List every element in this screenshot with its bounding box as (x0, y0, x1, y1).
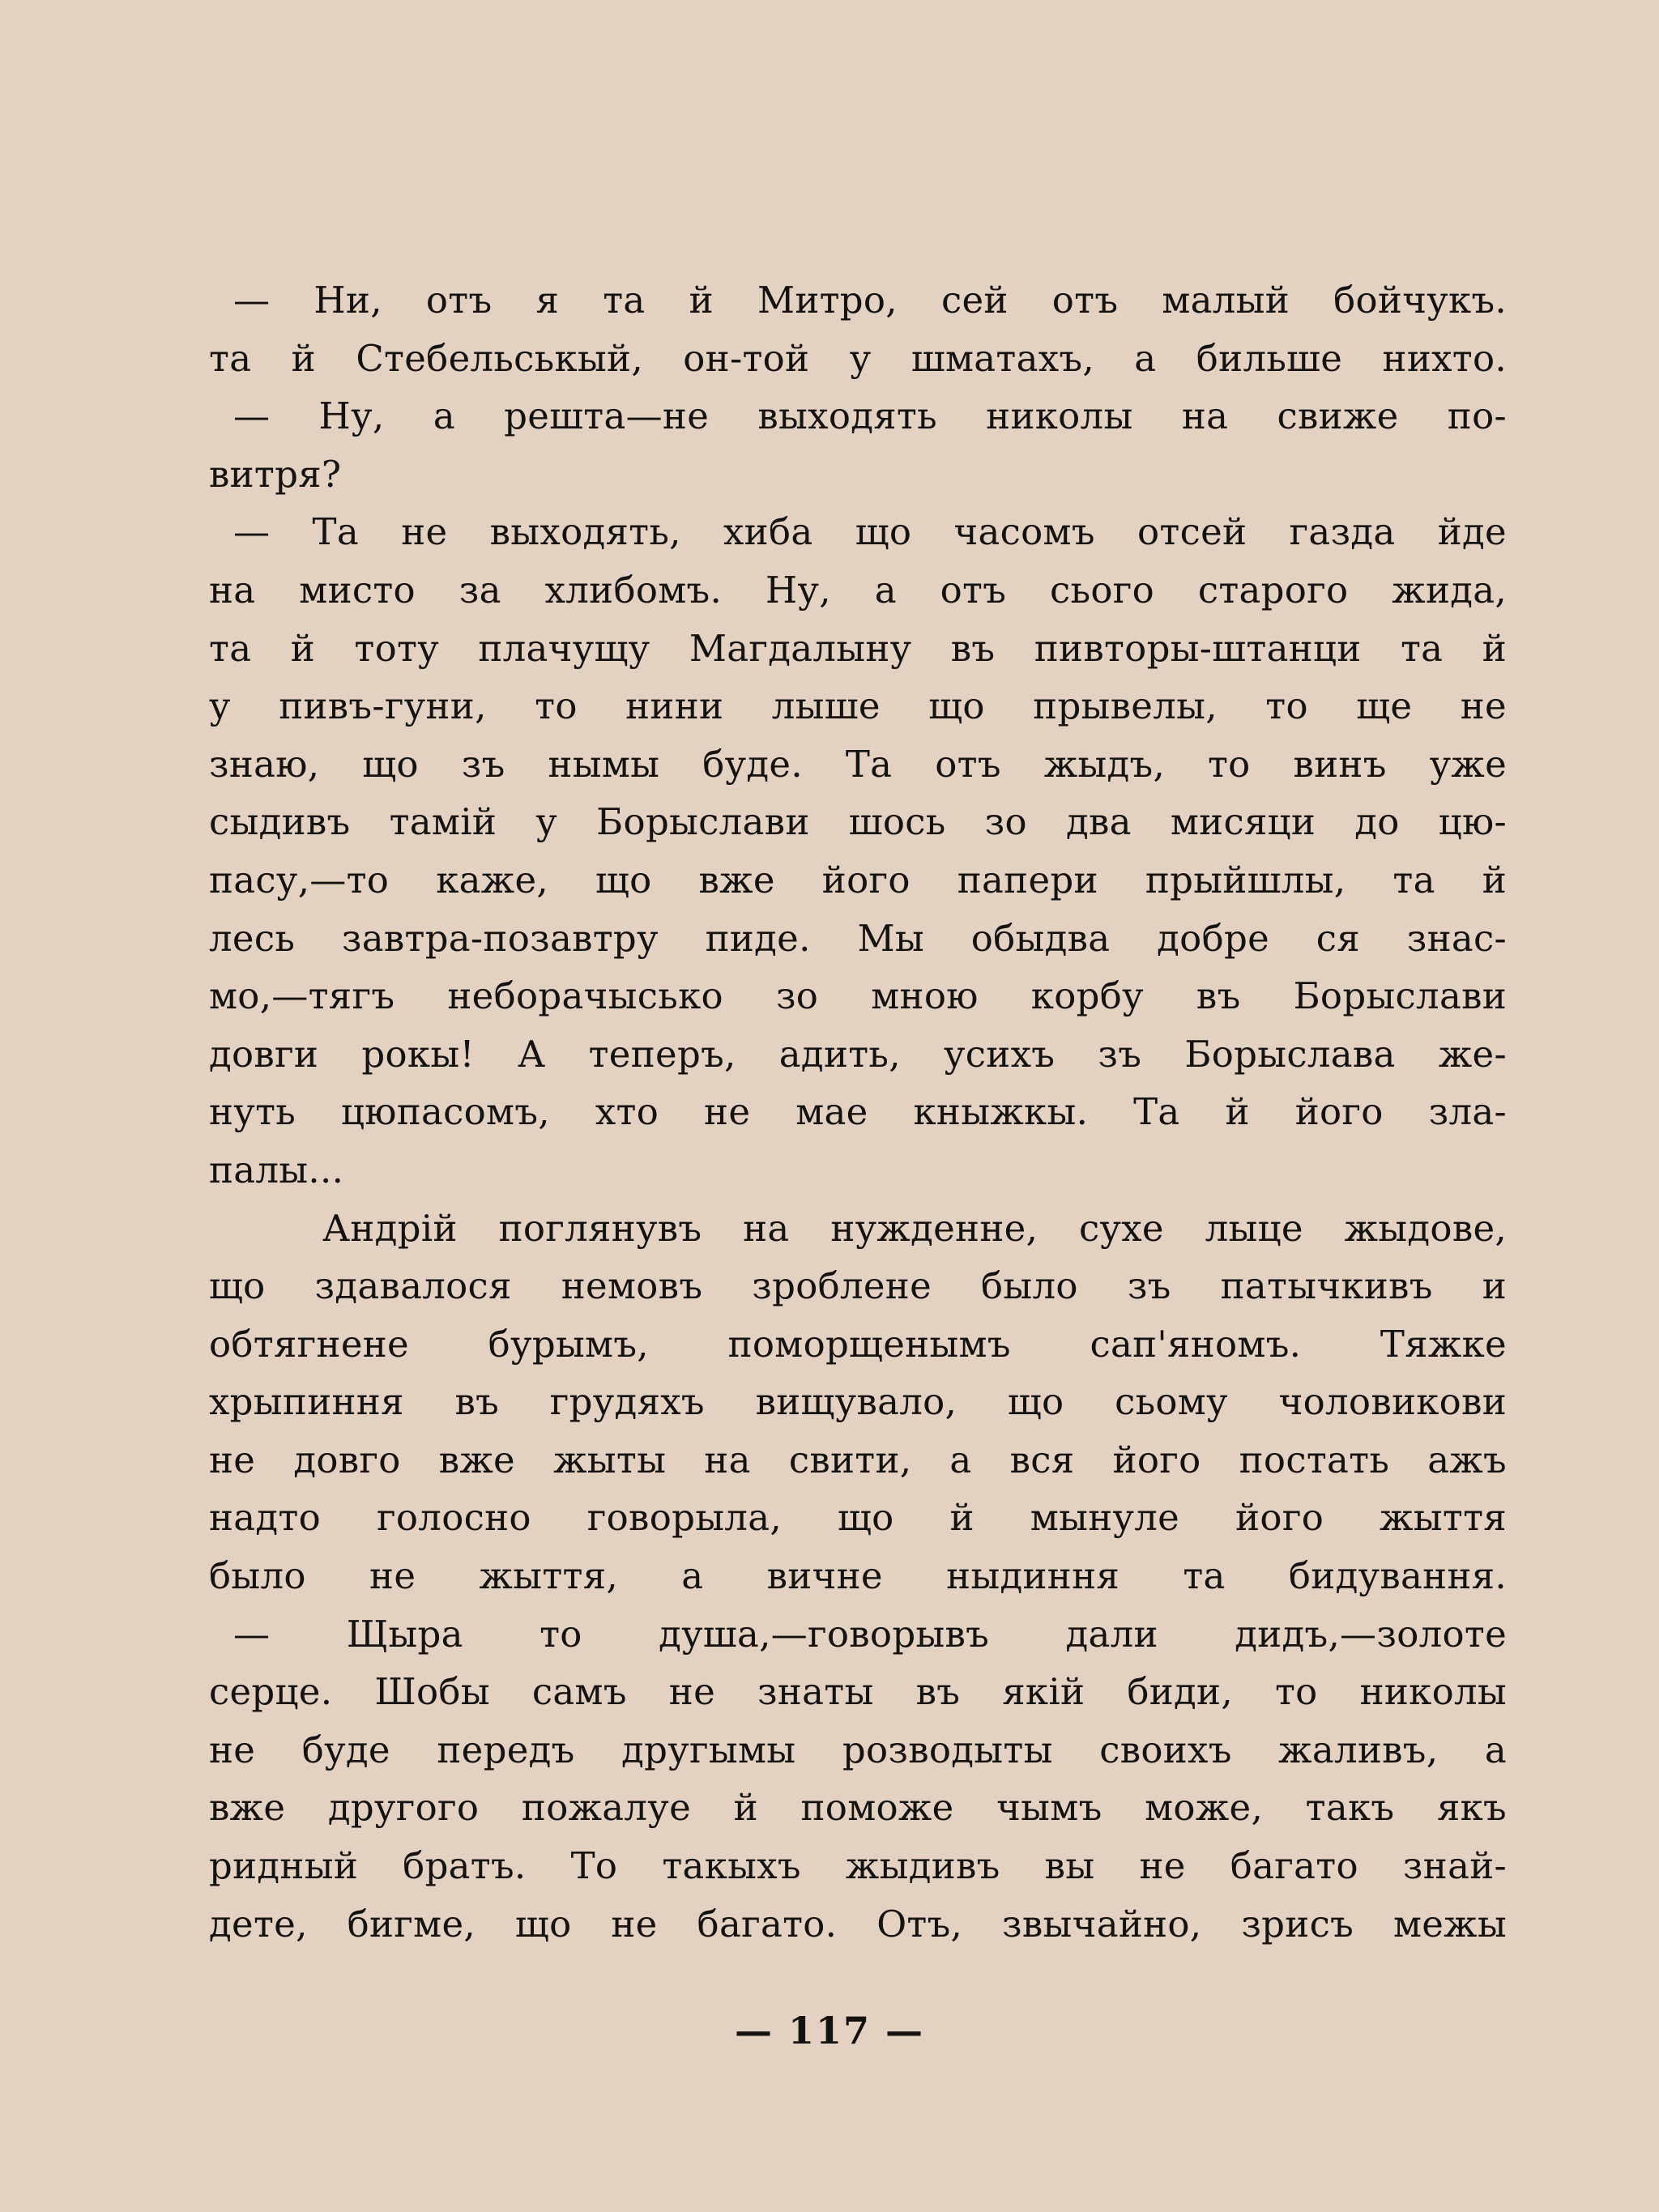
text-line: Андрій поглянувъ на нужденне, сухе лыце жыдове, (322, 1206, 1507, 1250)
text-line: дете, бигме, що не багато. Отъ, звычайно, зрисъ межы (209, 1902, 1507, 1946)
text-line: вже другого пожалуе й поможе чымъ може, такъ якъ (209, 1786, 1507, 1830)
text-line: нуть цюпасомъ, хто не мае кныжкы. Та й його зла- (209, 1090, 1507, 1134)
text-line: пасу,—то каже, що вже його папери прыйшлы, та й (209, 858, 1507, 901)
text-line: знаю, що зъ нымы буде. Та отъ жыдъ, то винъ уже (209, 742, 1507, 786)
text-line: серце. Шобы самъ не знаты въ якій биди, то николы (209, 1670, 1507, 1714)
text-line: было не жыття, а вичне ныдиння та бидування. (209, 1554, 1507, 1598)
text-line: — Та не выходять, хиба що часомъ отсей газда йде (233, 510, 1507, 554)
text-line: у пивъ-гуни, то нини лыше що прывелы, то ще не (209, 684, 1507, 728)
body-text (209, 271, 1507, 1953)
text-line: хрыпиння въ грудяхъ вищувало, що сьому чоловикови (209, 1380, 1507, 1424)
text-line: сыдивъ тамій у Борыслави шось зо два мисяци до цю- (209, 800, 1507, 844)
text-line: витря? (209, 452, 342, 496)
page-number: — 117 — (734, 2009, 925, 2052)
text-line: не довго вже жыты на свити, а вся його постать ажъ (209, 1438, 1507, 1481)
text-line: мо,—тягъ неборачысько зо мною корбу въ Борыслави (209, 974, 1507, 1018)
text-line: не буде передъ другымы розводыты своихъ жаливъ, а (209, 1728, 1507, 1771)
text-line: та й тоту плачущу Магдалыну въ пивторы-штанци та й (209, 626, 1507, 670)
text-line: довги рокы! А теперъ, адить, усихъ зъ Борыслава же- (209, 1032, 1507, 1076)
text-line: що здавалося немовъ зроблене было зъ патычкивъ и (209, 1264, 1507, 1308)
text-line: ридный братъ. То такыхъ жыдивъ вы не багато знай- (209, 1844, 1507, 1888)
text-line: палы... (209, 1148, 344, 1191)
text-line: лесь завтра-позавтру пиде. Мы обыдва добре ся знас- (209, 916, 1507, 960)
text-line: обтягнене бурымъ, поморщенымъ сап'яномъ. Тяжке (209, 1322, 1507, 1366)
text-line: надто голосно говорыла, що й мынуле його жыття (209, 1496, 1507, 1540)
text-line: — Ну, а решта—не выходять николы на свиже по- (233, 394, 1507, 438)
text-line: — Щыра то душа,—говорывъ дали дидъ,—золоте (233, 1612, 1507, 1656)
text-line: на мисто за хлибомъ. Ну, а отъ сього старого жида, (209, 568, 1507, 612)
text-line: та й Стебельськый, он-той у шматахъ, а бильше нихто. (209, 336, 1507, 380)
text-line: — Ни, отъ я та й Митро, сей отъ малый бойчукъ. (233, 279, 1507, 322)
